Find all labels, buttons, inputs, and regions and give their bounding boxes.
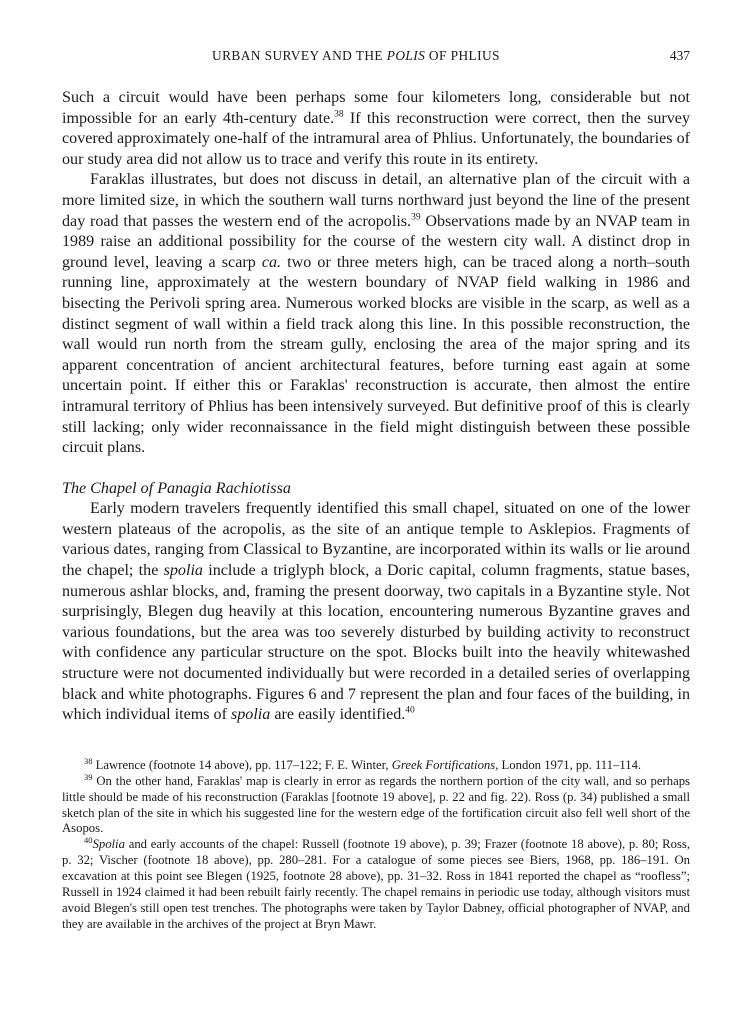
page <box>62 48 690 933</box>
footnote-40: $^{40}$Spolia and early accounts of the chapel: Russell (footnote 19 above), p. 39; Frazer (footnote 18 above), p. 80; Ross, p. 32; Vischer (footnote 18 above), pp. 280–281. For a catalogue of some pieces see Biers, 1968, pp. 186–191. On excavation at this point see Blegen (1925, footnote 28 above), pp. 31–32. Ross in 1841 reported the chapel as “roofless”; Russell in 1924 claimed it had been rebuilt fairly recently. The chapel remains in periodic use today, although visitors must avoid Blegen's still open test trenches. The photographs were taken by Taylor Dabney, official photographer of NVAP, and they are available in the archives of the project at Bryn Mawr. <box>62 835 690 931</box>
footnote-38: $^{38}$ Lawrence (footnote 14 above), pp. 117–122; F. E. Winter, Greek Fortifications, London 1971, pp. 111–114. <box>84 755 642 772</box>
footnote-39: $^{39}$ On the other hand, Faraklas' map is clearly in error as regards the northern portion of the city wall, and so perhaps little should be made of his reconstruction (Faraklas [footnote 19 above], p. 22 and fig. 22). Ross (p. 34) published a small sketch plan of the site in which his suggested line for the western edge of the fortification circuit also fell well short of the Asopos. <box>62 771 690 836</box>
page-number: 437 <box>669 48 690 63</box>
paragraph-circuit-length: Such a circuit would have been perhaps some four kilometers long, considerable but not impossible for an early 4th-century date.$^{38}$ If this reconstruction were correct, then the survey covered approximately one-half of the intramural area of Phlius. Unfortunately, the boundaries of our study area did not allow us to trace and verify this route in its entirety. <box>62 89 690 168</box>
paragraph-chapel: Early modern travelers frequently identified this small chapel, situated on one of the lower western plateaus of the acropolis, as the site of an antique temple to Asklepios. Fragments of various dates, ranging from Classical to Byzantine, are incorporated within its walls or lie around the chapel; the spolia include a triglyph block, a Doric capital, column fragments, statue bases, numerous ashlar blocks, and, framing the present doorway, two capitals in a Byzantine style. Not surprisingly, Blegen dug heavily at this location, encountering numerous Byzantine graves and various foundations, but the area was too severely disturbed by building activity to reconstruct with confidence any particular structure on the spot. Blocks built into the heavily whitewashed structure were not documented individually but were recorded in a detailed series of overlapping black and white photographs. Figures 6 and 7 represent the plan and four faces of the building, in which individual items of spolia are easily identified.$^{40}$ <box>62 500 690 724</box>
footnote-ref-40[interactable]: 40 <box>405 705 415 716</box>
body-text <box>62 88 690 726</box>
footnote-ref-38[interactable]: 38 <box>334 109 344 120</box>
running-title: URBAN SURVEY AND THE POLIS OF PHLIUS <box>212 48 500 63</box>
footnotes <box>62 755 690 933</box>
section-heading-chapel: The Chapel of Panagia Rachiotissa <box>62 479 291 497</box>
paragraph-faraklas-plan: Faraklas illustrates, but does not discuss in detail, an alternative plan of the circuit with a more limited size, in which the southern wall turns northward just beyond the line of the present day road that passes the western end of the acropolis.$^{39}$ Observations made by an NVAP team in 1989 raise an additional possibility for the course of the western city wall. A distinct drop in ground level, leaving a scarp ca. two or three meters high, can be traced along a north–south running line, approximately at the western boundary of NVAP field walking in 1986 and bisecting the Perivoli spring area. Numerous worked blocks are visible in the scarp, as well as a distinct segment of wall within a field track along this line. In this possible reconstruction, the wall would run north from the stream gully, enclosing the area of the major spring and its apparent concentration of ancient architectural features, before turning east again at some uncertain point. If either this or Faraklas' reconstruction is accurate, then almost the entire intramural territory of Phlius has been intensively surveyed. But definitive proof of this is clearly still lacking; only wider reconnaissance in the field might distinguish between these possible circuit plans. <box>62 171 691 457</box>
running-head <box>62 48 690 70</box>
footnote-ref-39[interactable]: 39 <box>411 212 421 223</box>
